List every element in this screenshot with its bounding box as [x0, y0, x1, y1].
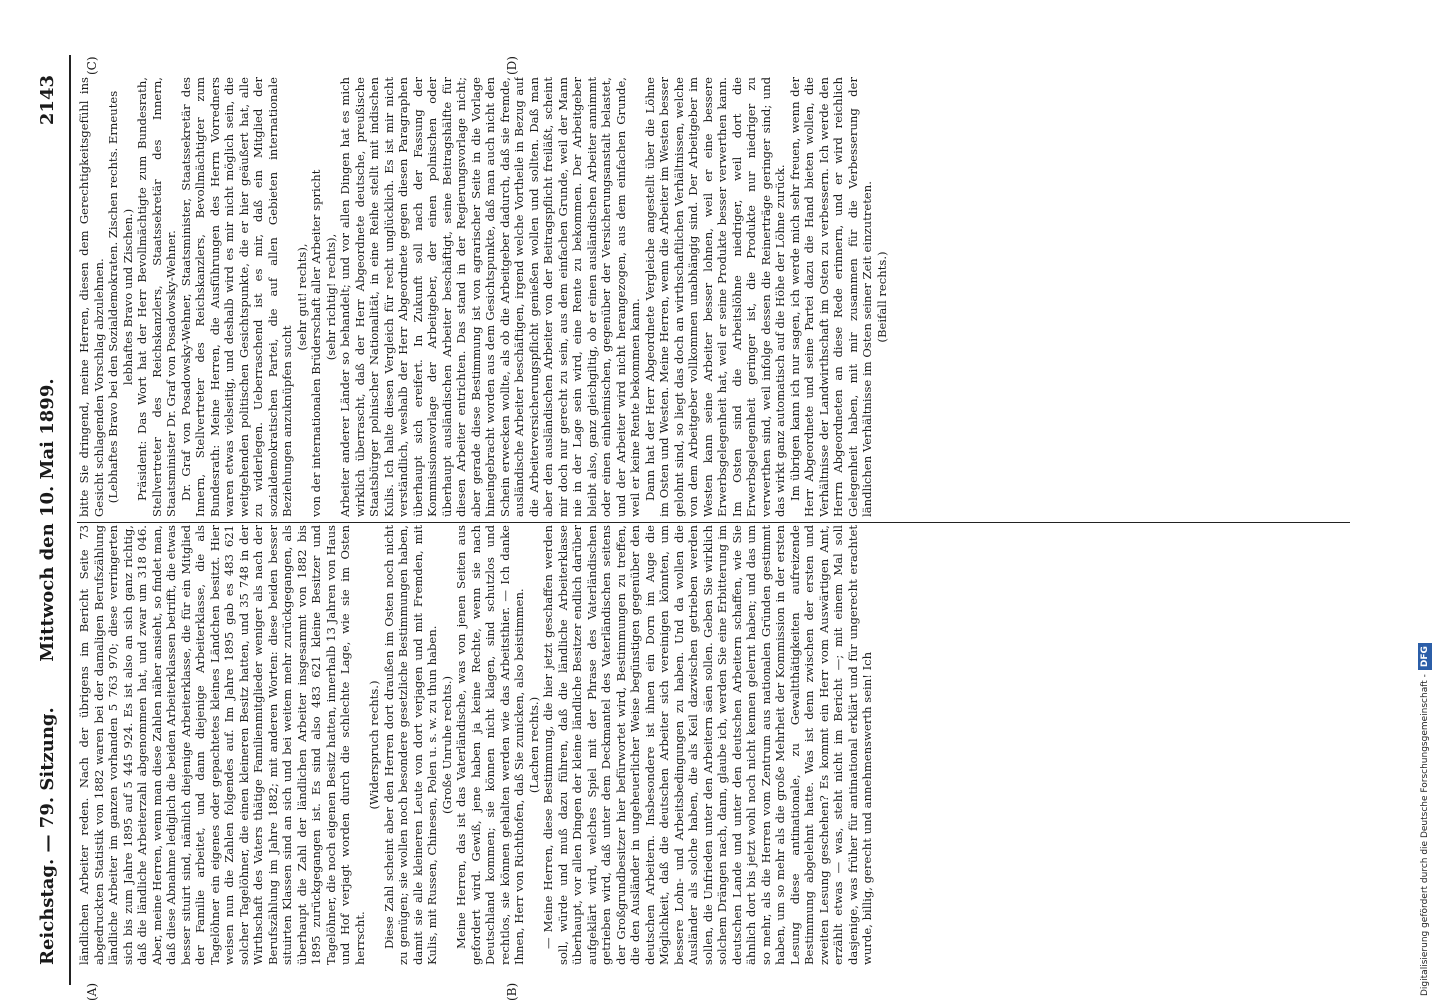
- left-column: [77, 525, 1350, 965]
- interjection: (Große Unruhe rechts.): [439, 675, 454, 815]
- right-column: [77, 77, 1350, 517]
- paragraph: Dann hat der Herr Abgeordnete Vergleiche angestellt über die Löhne im Osten und Westen. Meine Herren, wenn die Arbeiter im Westen besser gelohnt sind, so liegt das doch an wirthschaftlichen Verhältnissen, welche von dem Arbeitgeber vollkommen unabhängig sind. Der Arbeitgeber im Westen kann seine Arbeiter besser lohnen, weil er eine bessere Erwerbsgelegenheit hat, weil er seine Produkte besser verwerthen kann. Im Osten sind die Arbeitslöhne niedriger, weil dort die Erwerbsgelegenheit geringer ist, die Produkte nur niedriger zu verwerthen sind, weil infolge dessen die Reinerträge geringer sind; und das wirkt ganz automatisch auf die Höhe der Löhne zurück.: [642, 77, 787, 517]
- page-header: [25, 55, 71, 985]
- interjection: (Widerspruch rechts.): [367, 680, 381, 810]
- paragraph: Präsident: Das Wort hat der Herr Bevollmächtigte zum Bundesrath, Stellvertreter des Reichskanzlers, Staatssekretär des Innern, Staatsminister Dr. Graf von Posadowsky-Wehner.: [135, 77, 178, 517]
- interjection: (Lebhaftes Bravo bei den Sozialdemokraten. Zischen rechts. Erneutes lebhaftes Bravo und Zischen.): [106, 90, 135, 504]
- paragraph: Diese Zahl scheint aber den Herren dort draußen im Osten noch nicht zu genügen; sie wollen noch besondere gesetzliche Bestimmungen haben, damit sie alle kleineren Leute von dort verjagen und mit Fremden, mit Kulis, mit Russen, Chinesen, Polen u. s. w. zu thun haben.: [381, 525, 439, 965]
- rotated-page: [25, 55, 1350, 1001]
- interjection: (Lachen rechts.): [526, 696, 541, 794]
- paragraph: — Meine Herren, diese Bestimmung, die hier jetzt geschaffen werden soll, würde und muß dazu führen, daß die ländliche Arbeiterklasse überhaupt, vor allen Dingen der kleine ländliche Besitzer endlich darüber aufgeklärt wird, welches Spiel mit der Phrase des Vaterländischen getrieben wird, daß unter dem Deckmantel des Vaterländischen seitens der Großgrundbesitzer hier befürwortet wird, Bestimmungen zu treffen, die den Ausländer in ungeheuerlicher Weise begünstigen gegenüber den deutschen Arbeitern. Insbesondere ist ihnen ein Dorn im Auge die Möglichkeit, daß die deutschen Arbeiter sich vereinigen könnten, um bessere Lohn- und Arbeitsbedingungen zu haben. Und da wollen die Ausländer als solche haben, die als Keil dazwischen getrieben werden sollen, die Unfrieden unter den Arbeitern säen sollen. Geben Sie wirklich solchem Drängen nach, dann, glaube ich, werden Sie eine Erbitterung im deutschen Lande und unter den deutschen Arbeitern schaffen, wie Sie ähnlich dort bis jetzt wohl noch nicht kennen gelernt haben; und das um so mehr, als die Herren vom Zentrum aus nationalen Gründen gestimmt haben, um so mehr als die große Mehrheit der Kommission in der ersten Lesung diese antinationale, zu Gewaltthätigkeiten aufreizende Bestimmung abgelehnt hatte. Was ist denn zwischen der ersten und zweiten Lesung geschehen? Es kommt ein Herr vom Auswärtigen Amt, erzählt etwas — was, steht nicht im Bericht —; mit einem Mal soll dasjenige, was früher für antinational erklärt und für ungerecht erachtet wurde, billig, gerecht und annehmenswerth sein! Ich: [541, 525, 874, 965]
- interjection: (sehr gut! rechts),: [294, 243, 309, 351]
- column-divider: [77, 522, 1350, 523]
- credit-text: Digitalisierung gefördert durch die Deutsche Forschungsgemeinschaft -: [1420, 674, 1430, 996]
- paragraph: von der internationalen Brüderschaft aller Arbeiter spricht: [309, 169, 323, 517]
- digitization-credit: [1418, 6, 1432, 996]
- header-date: Mittwoch den 10. Mai 1899.: [37, 378, 58, 662]
- margin-marker-b: (B): [505, 982, 519, 1001]
- page-number: 2143: [37, 75, 58, 126]
- header-left: Reichstag. — 79. Sitzung.: [37, 707, 58, 965]
- margin-marker-d: (D): [505, 56, 519, 75]
- interjection: (sehr richtig! rechts),: [323, 233, 338, 361]
- paragraph: Arbeiter anderer Länder so behandelt; und vor allen Dingen hat es mich wirklich überrascht, daß der Herr Abgeordnete deutsche, preußische Staatsbürger polnischer Nationalität, in eine Reihe stellt mit indischen Kulis. Ich halte diesen Vergleich für recht unglücklich. Es ist mir nicht verständlich, weshalb der Herr Abgeordnete gegen diesen Paragraphen überhaupt sich ereifert. In Zukunft soll nach der Fassung der Kommissionsvorlage der Arbeitgeber, der einen polnischen oder überhaupt ausländischen Arbeiter beschäftigt, seine Beitragshälfte für diesen Arbeiter entrichten. Das stand in der Regierungsvorlage nicht; aber gerade diese Bestimmung ist von agrarischer Seite in die Vorlage hineingebracht worden aus dem Gesichtspunkte, daß man auch nicht den Schein erwecken wollte, als ob die Arbeitgeber dadurch, daß sie fremde, ausländische Arbeiter beschäftigen, irgend welche Vortheile in Bezug auf die Arbeiterversicherungspflicht genießen wollen und sollten. Daß man aber den ausländischen Arbeiter von der Beitragspflicht freiläßt, scheint mir doch nur gerecht zu sein, aus dem einfachen Grunde, weil der Mann nie in der Lage sein wird, eine Rente zu bekommen. Der Arbeitgeber bleibt also, ganz gleichgiltig, ob er einen ausländischen Arbeiter annimmt oder einen einheimischen, gegenüber der Versicherungsanstalt belastet, und der Arbeiter wird nicht herangezogen, aus dem einfachen Grunde, weil er keine Rente bekommen kann.: [338, 77, 642, 517]
- page-body: [77, 55, 1350, 985]
- paragraph: ländlichen Arbeiter reden. Nach der übrigens im Bericht Seite 73 abgedruckten Statistik von 1882 waren bei der damaligen Berufszählung ländliche Arbeiter im ganzen vorhanden 5 763 970; diese verringerten sich bis zum Jahre 1895 auf 5 445 924. Es ist also an sich ganz richtig, daß die ländliche Arbeiterzahl abgenommen hat, und zwar um 318 046. Aber, meine Herren, wenn man diese Zahlen näher ansieht, so findet man, daß diese Abnahme lediglich die beiden Arbeiterklassen betrifft, die etwas besser situirt sind, nämlich diejenige Arbeiterklasse, die für ein Mitglied der Familie arbeitet, und dann diejenige Arbeiterklasse, die als Tagelöhner ein eigenes oder gepachtetes kleines Ländchen besitzt. Hier weisen nun die Zahlen folgendes auf. Im Jahre 1895 gab es 483 621 solcher Tagelöhner, die einen kleineren Besitz hatten, und 35 748 in der Wirthschaft des Vaters thätige Familienmitglieder weniger als nach der Berufszählung im Jahre 1882; mit anderen Worten: diese beiden besser situirten Klassen sind an sich und bei weitem mehr zurückgegangen, als überhaupt die Zahl der ländlichen Arbeiter insgesammt von 1882 bis 1895 zurückgegangen ist. Es sind also 483 621 kleine Besitzer und Tagelöhner, die noch eigenen Besitz hatten, innerhalb 13 Jahren von Haus und Hof verjagt worden durch die schlechte Lage, wie sie im Osten herrscht.: [77, 525, 367, 965]
- paragraph: Dr. Graf von Posadowsky-Wehner, Staatsminister, Staatssekretär des Innern, Stellvertreter des Reichskanzlers, Bevollmächtigter zum Bundesrath: Meine Herren, die Ausführungen des Herrn Vorredners waren etwas vielseitig, und deshalb wird es mir nicht möglich sein, die weitgehenden politischen Gesichtspunkte, die er hier geäußert hat, alle zu widerlegen. Ueberraschend ist es mir, daß ein Mitglied der sozialdemokratischen Partei, die auf allen Gebieten internationale Beziehungen anzuknüpfen sucht: [178, 77, 294, 517]
- paragraph: Meine Herren, das ist das Vaterländische, was von jenen Seiten aus gefordert wird. Gewiß, jene haben ja keine Rechte, wenn sie nach Deutschland kommen; sie können nicht klagen, sind schutzlos und rechtlos, sie können gehalten werden wie das Arbeitsthier. — Ich danke Ihnen, Herr von Richthofen, daß Sie zunicken, also beistimmen.: [454, 525, 526, 965]
- dfg-logo: DFG: [1418, 643, 1432, 670]
- margin-marker-c: (C): [85, 56, 99, 75]
- margin-marker-a: (A): [85, 982, 99, 1001]
- paragraph: Im übrigen kann ich nur sagen, ich werde mich sehr freuen, wenn der Herr Abgeordnete und seine Partei dazu die Hand bieten wollen, die Verhältnisse der Landwirthschaft im Osten zu verbessern. Ich werde den Herrn Abgeordneten an diese Rede erinnern, und er wird reichlich Gelegenheit haben, mit mir zusammen für die Verbesserung der ländlichen Verhältnisse im Osten seiner Zeit einzutreten.: [787, 77, 874, 517]
- interjection: (Beifall rechts.): [874, 251, 889, 343]
- paragraph: bitte Sie dringend, meine Herren, diesen dem Gerechtigkeitsgefühl ins Gesicht schlagenden Vorschlag abzulehnen.: [77, 77, 106, 517]
